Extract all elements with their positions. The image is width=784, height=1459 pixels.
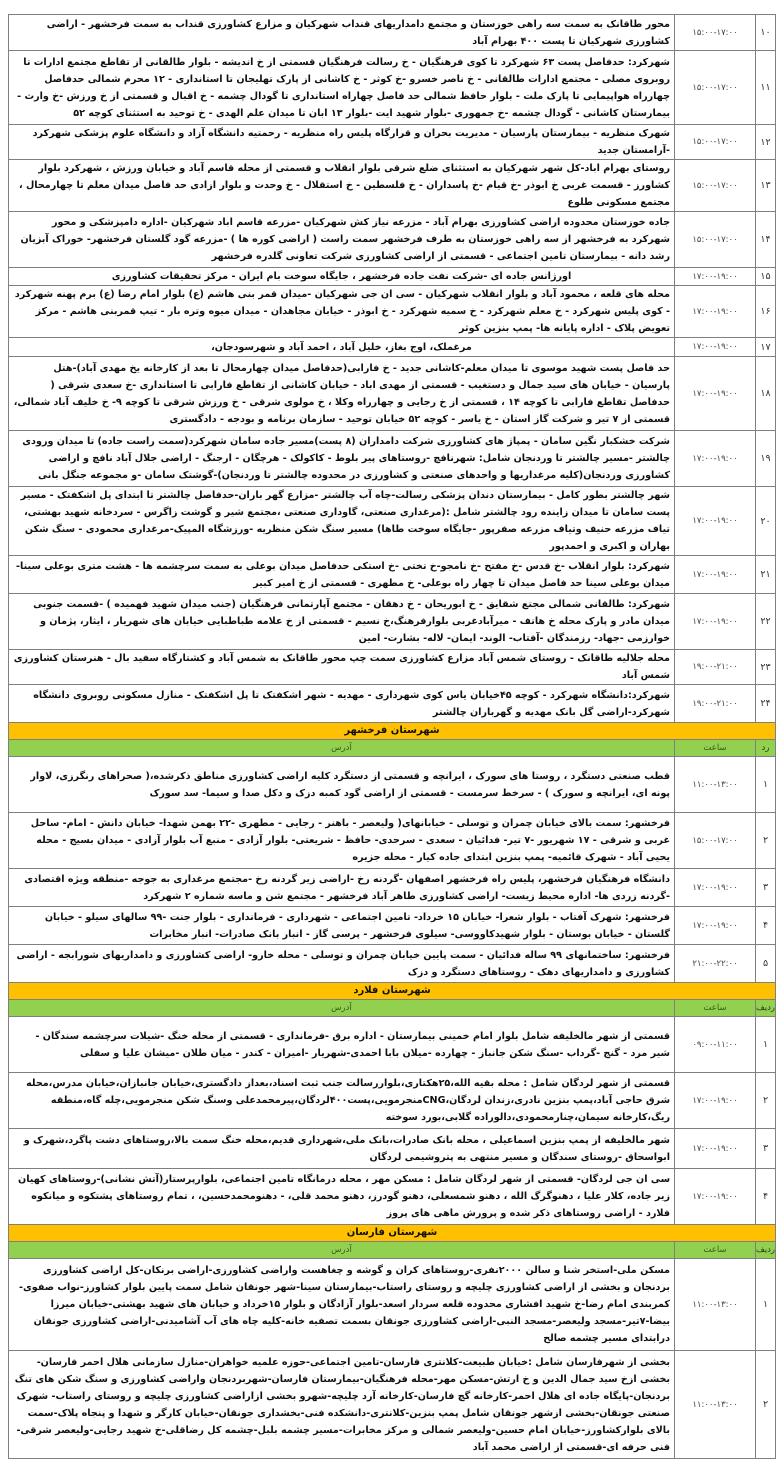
column-header-row-number: ردیف [756,1242,776,1259]
section-title: شهرستان فرخشهر [9,723,776,740]
row-number: ۲۳ [756,650,776,685]
row-number: ۱ [756,757,776,813]
outage-time: ۱۷:۰۰-۱۹:۰۰ [675,869,756,907]
outage-time: ۰۹:۰۰-۱۱:۰۰ [675,1017,756,1073]
row-number: ۱۰ [756,15,776,51]
outage-time: ۱۵:۰۰-۱۷:۰۰ [675,125,756,160]
outage-time: ۱۵:۰۰-۱۷:۰۰ [675,212,756,268]
table-row [9,338,776,357]
row-number: ۲۱ [756,556,776,594]
table-row [9,1073,776,1129]
outage-address: شهر چالشتر بطور کامل - بیمارستان دندان پزشکی رسالت-چاه آب چالشتر -مزارع گهر باران-حدفاصل چالشتر تا ابتدای پل اشکفتک - مسیر پست سامان تا میدان زاینده رود چالشتر شامل :(مرغداری صنعتی، گاوداری صنعتی ،مجتمع شیر و گوشت زاگرس - سردخانه شهید بهشتی، تیاف مزرعه حنیف وتیاف مزرعه صفرپور -جایگاه سوخت طاها) مسیر سنگ شکن منظریه -ورزشگاه المپیک-مرغداری محمودی - سنگ شکن بهاران و اکبری و احمدپور [9,487,675,556]
outage-time: ۱۹:۰۰-۲۱:۰۰ [675,650,756,685]
outage-time: ۱۷:۰۰-۱۹:۰۰ [675,487,756,556]
outage-address: جاده خوزستان محدوده اراضی کشاورزی بهرام آباد - مزرعه نیاز کش شهرکیان -مزرعه قاسم اباد شهرکیان -اداره دامپزشکی و محور شهرکرد به فرخشهر از سه راهی خوزستان به طرف فرخشهر سمت راست ( اراضی کوره ها ) -مزرعه گود گلستان فرخشهر- خوراک آبزیان رشد دانه - بیمارستان تامین اجتماعی - قسمتی از اراضی کشاورزی شرکت تعاونی گلدره فرخشهر [9,212,675,268]
column-header-row [9,740,776,757]
power-outage-schedule-sheet [8,14,776,1459]
outage-address: شهرکرد: طالقانی شمالی مجتع شقایق - خ ابوریحان - خ دهقان - مجتمع آپارتمانی فرهنگیان (جنب میدان شهید فهمیده ) -قسمت جنوبی میدان مادر و پارک محله خ هاتف - میرآبادغربی بلوارفرهنگ،خ نسیم - قسمتی از خ علامه طباطبایی خیابان های شهریار ، ایثار، پژمان و خوارزمی -جهاد- رزمندگان -آفتاب- الوند- ایمان- لاله- بشارت- امین [9,594,675,650]
outage-address: شرکت خشکبار نگین سامان - پمپاژ های کشاورزی شرکت دامداران (۸ پست)مسیر جاده سامان شهرکرد(سمت راست جاده) تا میدان ورودی چالشتر -مسیر چالشتر تا وردنجان شامل: شهرنافچ -روستاهای پیر بلوط - کاکولک - هرچگان - ارجنگ - اراضی جلال آباد نافچ و اراضی کشاورزی وردنجان(کلیه مرغداریها و واحدهای صنعتی و کشاورزی در محدوده چالشتر تا وردنجان)-گوشتک سامان -و مجموعه جنگل بانی [9,431,675,487]
outage-time: ۱۵:۰۰-۱۷:۰۰ [675,51,756,125]
row-number: ۴ [756,1169,776,1225]
outage-time: ۱۷:۰۰-۱۹:۰۰ [675,1073,756,1129]
outage-address: محور طاقانک به سمت سه راهی خوزستان و مجتمع دامداریهای قنداب شهرکیان و مزارع کشاورزی قنداب به سمت فرخشهر - اراضی کشاورزی شهرکیان تا پست ۴۰۰ بهرام آباد [9,15,675,51]
column-header-time: ساعت [675,1000,756,1017]
table-row [9,869,776,907]
outage-address: مرغملک، اوج بغاز، خلیل آباد ، احمد آباد و شهرسودجان، [9,338,675,357]
outage-address: مسکن ملی-استخر شنا و سالن ۲۰۰۰نفری-روستاهای کران و گوشه و چغاهست واراضی کشاورزی-اراضی برنکان-کل اراضی کشاورزی بردنجان و بخشی از اراضی کشاورزی چلیچه و روستای راستاب-بیمارستان سینا-شهر جونقان شامل سمت پایین بلوار کشاورز-نواب صفوی-کمربندی امام رضا-خ شهید افشاری محدوده قلعه سردار اسعد-بلوار آزادگان و بلوار ۱۵خرداد و خیابان های شهید بهشتی-خیابان میرزا بیضا-۷تیر-مسجد ولیعصر-مسجد النبی-اراضی کشاورزی جونقان بسمت تصفیه خانه-کلیه چاه های آب آشامیدنی-اراضی کشاورزی جونقان درابتدای مسیر چشمه صالح [9,1259,675,1351]
table-row [9,431,776,487]
outage-address: شهرکرد: حدفاصل پست ۶۳ شهرکرد تا کوی فرهنگیان - خ رسالت فرهنگیان قسمتی از خ اندیشه - بلوار طالقانی از تقاطع مجتمع ادارات تا روبروی مصلی - مجتمع ادارات طالقانی - خ ناصر خسرو -خ کوثر - خ کاشانی از پارک تهلیجان تا استانداری - ۱۲ محرم شمالی حدفاصل چهارراه هواپیمایی تا پارک ملت - بلوار حافظ شمالی حد فاصل چهاراه استانداری تا گودال چشمه - خ اقبال و قسمتی از خ ورزش -خ وارث - بیمارستان کاشانی - گودال چشمه -خ جمهوری -بلوار شهید ایت -بلوار ۱۳ ابان تا میدان علم الهدی - خ توحید به استثنای کوچه ۵۲ [9,51,675,125]
column-header-address: آدرس [9,740,675,757]
row-number: ۴ [756,907,776,945]
outage-time: ۱۵:۰۰-۱۷:۰۰ [675,813,756,869]
row-number: ۲۲ [756,594,776,650]
table-row [9,487,776,556]
table-row [9,757,776,813]
outage-address: محله جلالیه طاقانک - روستای شمس آباد مزارع کشاورزی سمت چپ محور طاقانک به شمس آباد و کشتارگاه سفید بال - هنرستان کشاورزی شمس آباد [9,650,675,685]
table-row [9,15,776,51]
outage-address: شهرک منظریه - بیمارستان پارسیان - مدیریت بحران و قرارگاه پلیس راه منظریه - رحمتیه دانشگاه آزاد و دانشگاه علوم پزشکی شهرکرد -آرامستان جدید [9,125,675,160]
table-row [9,357,776,431]
row-number: ۱۲ [756,125,776,160]
table-row [9,685,776,723]
outage-address: فرخشهر: سمت بالای خیابان چمران و توسلی - خیابانهای( ولیعصر - باهنر - رجایی - مطهری -۲۲ بهمن شهدا- خیابان دانش - امام- ساحل غربی و شرقی - ۱۷ شهریور -۷ تیر- فدائیان - سعدی - سرحدی- حافظ - شریعتی- بلوار آزادی - منبع آب بلوار آزادی - میدان بسیج - محله یحیی آباد - شهرک قائمیه- پمپ بنزین ابتدای جاده کیار - محله جزیره [9,813,675,869]
row-number: ۱۵ [756,268,776,286]
outage-address: قطب صنعتی دستگرد ، روستا های سورک ، ایرانچه و قسمتی از دستگرد کلیه اراضی کشاورزی مناطق ذکرشده،( صحراهای رنگرزی، لاوار پونه ای، ایرانچه و سورک ) - سرخط سرمست - قسمتی از اراضی گود کمبه دزک و دکل صدا و سیما- سد سورک [9,757,675,813]
outage-address: شهرکرد:دانشگاه شهرکرد - کوچه ۴۵خیابان یاس کوی شهرداری - مهدیه - شهر اشکفتک تا پل اشکفتک - منازل مسکونی روبروی دانشگاه شهرکرد-اراضی گل بانک مهدیه و گهرباران چالشتر [9,685,675,723]
row-number: ۲ [756,1351,776,1459]
outage-time: ۲۱:۰۰-۲۲:۰۰ [675,945,756,983]
outage-time: ۱۱:۰۰-۱۳:۰۰ [675,757,756,813]
outage-time: ۱۷:۰۰-۱۹:۰۰ [675,268,756,286]
outage-address: سی ان جی لردگان- قسمتی از شهر لردگان شامل : مسکن مهر ، محله درمانگاه تامین اجتماعی، بلوارپرستار(آتش نشانی)-روستاهای کهیان زیر جاده، کلار علیا ، دهنوگرگ الله ، دهنو شمسعلی، دهنو گودرز، دهنو محمد قلی، - دهنومحمدحسین، ، تمام روستاهای پشتکوه و میانکوه فلارد - اراضی روستاهای ذکر شده و پرورش ماهی های پروز [9,1169,675,1225]
outage-address: شهرکرد: بلوار انقلاب -خ قدس -خ مفتح -خ نامجو-خ تختی -خ استکی حدفاصل میدان بوعلی به سمت سرچشمه ها - هشت متری بوعلی سینا- میدان بوعلی سینا حد فاصل میدان تا چهار راه بوعلی- خ مطهری - قسمتی از خ امیر کبیر [9,556,675,594]
column-header-address: آدرس [9,1242,675,1259]
row-number: ۱۳ [756,160,776,212]
section-title-row [9,723,776,740]
row-number: ۱ [756,1259,776,1351]
outage-time: ۱۱:۰۰-۱۳:۰۰ [675,1259,756,1351]
row-number: ۲ [756,813,776,869]
outage-time: ۱۷:۰۰-۱۹:۰۰ [675,286,756,338]
outage-time: ۱۷:۰۰-۱۹:۰۰ [675,594,756,650]
outage-time: ۱۷:۰۰-۱۹:۰۰ [675,357,756,431]
row-number: ۳ [756,869,776,907]
section-title-row [9,983,776,1000]
row-number: ۱۱ [756,51,776,125]
column-header-row [9,1000,776,1017]
table-row [9,212,776,268]
schedule-table [8,14,776,1459]
outage-time: ۱۷:۰۰-۱۹:۰۰ [675,907,756,945]
outage-time: ۱۹:۰۰-۲۱:۰۰ [675,685,756,723]
outage-time: ۱۷:۰۰-۱۹:۰۰ [675,556,756,594]
row-number: ۱۴ [756,212,776,268]
column-header-time: ساعت [675,740,756,757]
outage-time: ۱۷:۰۰-۱۹:۰۰ [675,1169,756,1225]
outage-time: ۱۱:۰۰-۱۳:۰۰ [675,1351,756,1459]
table-row [9,268,776,286]
section-title-row [9,1225,776,1242]
outage-address: فرخشهر: شهرک آفتاب - بلوار شعرا- خیابان ۱۵ خرداد- تامین اجتماعی - شهرداری - فرمانداری - بلوار جنت -۹۹ سالهای سیلو - خیابان گلستان - خیابان بوستان - بلوار شهیدکاووسی- سیلوی فرخشهر - پرسی گاز - انبار بانک صادرات- انبار مخابرات [9,907,675,945]
outage-address: قسمتی از شهر لردگان شامل : محله بقیه الله،۲۵هکتاری،بلواررسالت جنب ثبت اسناد،بعداز دادگستری،خیابان جانبازان،خیابان مدرس،محله شرق حاجی آباد،پمپ بنزین نادری،زندان لردگان،CNGمنجرمویی،پست۴۰۰لردگان،پیرمحمدعلی وسنگ شکن منجرمویی،چله گاه،منطقه ریگ،کارخانه سیمان،چنارمحمودی،دالوراده گلابی،بورد سوخته [9,1073,675,1129]
outage-time: ۱۷:۰۰-۱۹:۰۰ [675,338,756,357]
column-header-row-number: رد [756,740,776,757]
column-header-row [9,1242,776,1259]
row-number: ۱ [756,1017,776,1073]
schedule-table-body [9,15,776,1459]
row-number: ۱۸ [756,357,776,431]
outage-address: حد فاصل پست شهید موسوی تا میدان معلم-کاشانی جدید - خ فارابی(حدفاصل میدان چهارمحال تا بعد از کارخانه یخ مهدی آباد)-هتل پارسیان - خیابان های سید جمال و دستغیب - قسمتی از مهدی اباد - خیابان کاشانی از تقاطع فارابی تا استانداری -خ سعدی شرقی ( حدفاصل تقاطع فارابی تا کوچه ۱۴ ، قسمتی از خ رجایی و چهارراه وکلا ، خ مولوی شرقی - خ ورزش شرقی تا کوچه ۹- خ خلیف آباد شمالی، قسمتی از ۷ تیر و شرکت گاز استان - خ یاسر - کوچه ۵۲ خیابان توحید - سازمان برنامه و بودجه - دادگستری [9,357,675,431]
outage-time: ۱۷:۰۰-۱۹:۰۰ [675,431,756,487]
outage-address: محله های قلعه ، محمود آباد و بلوار انقلاب شهرکیان - سی ان جی شهرکیان -میدان قمر بنی هاشم (ع) بلوار امام رضا (ع) برم پهنه شهرکرد - کوی پلیس شهرکرد - خ معلم شهرکرد - خ سمیه شهرکرد - خ ابوذر - خیابان مجاهدان - میدان میوه وتره بار - تیپ قمربنی هاشم - مرکز تعویض پلاک - اداره پایانه ها- پمپ بنزین کوثر [9,286,675,338]
outage-address: روستای بهرام اباد-کل شهر شهرکیان به استثنای ضلع شرقی بلوار انقلاب و قسمتی از محله قاسم آباد و خیابان ورزش ، شهرکرد بلوار کشاورز - قسمت غربی خ ابوذر -خ قیام -خ پاسداران - خ فلسطین - خ استقلال - خ وحدت و بلوار ازادی حد فاصل میدان معلم تا چهارمحال ، مجتمع مسکونی طلوع [9,160,675,212]
table-row [9,1017,776,1073]
outage-address: قسمتی از شهر مالخلیفه شامل بلوار امام خمینی بیمارستان - اداره برق -فرمانداری - قسمتی از محله خنگ -شیلات سرچشمه سندگان - شیر مرد - گنج -گرداب -سنگ شکن جانباز - چهارده -میلان بابا احمدی-شهریار -امیران - کندر - میان طلان -میشان علیا و سفلی [9,1017,675,1073]
outage-time: ۱۵:۰۰-۱۷:۰۰ [675,160,756,212]
row-number: ۲ [756,1073,776,1129]
table-row [9,945,776,983]
table-row [9,556,776,594]
outage-address: اورژانس جاده ای -شرکت نفت جاده فرخشهر ، جایگاه سوخت بام ایران - مرکز تحقیقات کشاورزی [9,268,675,286]
row-number: ۵ [756,945,776,983]
outage-time: ۱۷:۰۰-۱۹:۰۰ [675,1129,756,1169]
table-row [9,1351,776,1459]
table-row [9,907,776,945]
row-number: ۳ [756,1129,776,1169]
outage-address: بخشی از شهرفارسان شامل :خیابان طبیعت-کلانتری فارسان-تامین اجتماعی-حوزه علمیه خواهران-منازل سازمانی هلال احمر فارسان-بخشی ازخ سید جمال الدین و خ ارتش-مسکن مهر-محله فرهنگیان-بیمارستان فارسان-شهربردنجان واراضی کشاورزی و سنگ شکن های تنگ بردنجان-پایگاه جاده ای هلال احمر-کارخانه گچ فارسان-کارخانه آرد چلیچه-شهرو بخشی ازاراضی کشاورزی چلیچه و روستای راستاب- شهرک صنعتی جونقان-بخشی ازشهر جونقان شامل پمپ بنزین-کلانتری-دانشکده فنی-بخشداری جونقان-خیابان کارگر و شهدا و پنجاه پلاک-سمت بالای بلوارکشاورز-خیابان امام حسین-ولیعصر شمالی و مرکز مخابرات-مسیر چشمه بلبل-چشمه کل رضاقلی-خ شهید رجایی-ولیعصر شرقی-فنی حرفه ای-قسمتی از اراضی محمد آباد [9,1351,675,1459]
row-number: ۲۴ [756,685,776,723]
outage-address: فرخشهر: ساختمانهای ۹۹ ساله فدائیان - سمت پایین خیابان چمران و توسلی - محله خارو- اراضی کشاورزی و دامداریهای شورابجه - اراضی کشاورزی و دامداریهای دهک - روستاهای دستگرد و دزک [9,945,675,983]
table-row [9,1129,776,1169]
column-header-time: ساعت [675,1242,756,1259]
table-row [9,594,776,650]
outage-time: ۱۵:۰۰-۱۷:۰۰ [675,15,756,51]
section-title: شهرستان فارسان [9,1225,776,1242]
outage-address: شهر مالخلیفه از پمپ بنزین اسماعیلی ، محله بانک صادرات،بانک ملی،شهرداری قدیم،محله خنگ سمت بالا،روستاهای دشت پاگرد،شهرک و ابواسحاق -روستای سندگان و مسیر منتهی به پتروشیمی لردگان [9,1129,675,1169]
table-row [9,160,776,212]
outage-address: دانشگاه فرهنگیان فرخشهر، پلیس راه فرخشهر اصفهان -گردنه رخ -اراضی زیر گردنه رخ -مجتمع مرغداری به جوجه -منطقه ویژه اقتصادی -گردنه زردی ها- اداره محیط زیست- اراضی کشاورزی طاهر آباد فرخشهر - مجتمع شن و ماسه شماره ۲ شهرکرد [9,869,675,907]
table-row [9,813,776,869]
section-title: شهرستان فلارد [9,983,776,1000]
table-row [9,286,776,338]
table-row [9,1259,776,1351]
table-row [9,1169,776,1225]
table-row [9,650,776,685]
row-number: ۱۷ [756,338,776,357]
table-row [9,51,776,125]
column-header-row-number: ردیف [756,1000,776,1017]
row-number: ۱۶ [756,286,776,338]
row-number: ۲۰ [756,487,776,556]
column-header-address: آدرس [9,1000,675,1017]
table-row [9,125,776,160]
row-number: ۱۹ [756,431,776,487]
